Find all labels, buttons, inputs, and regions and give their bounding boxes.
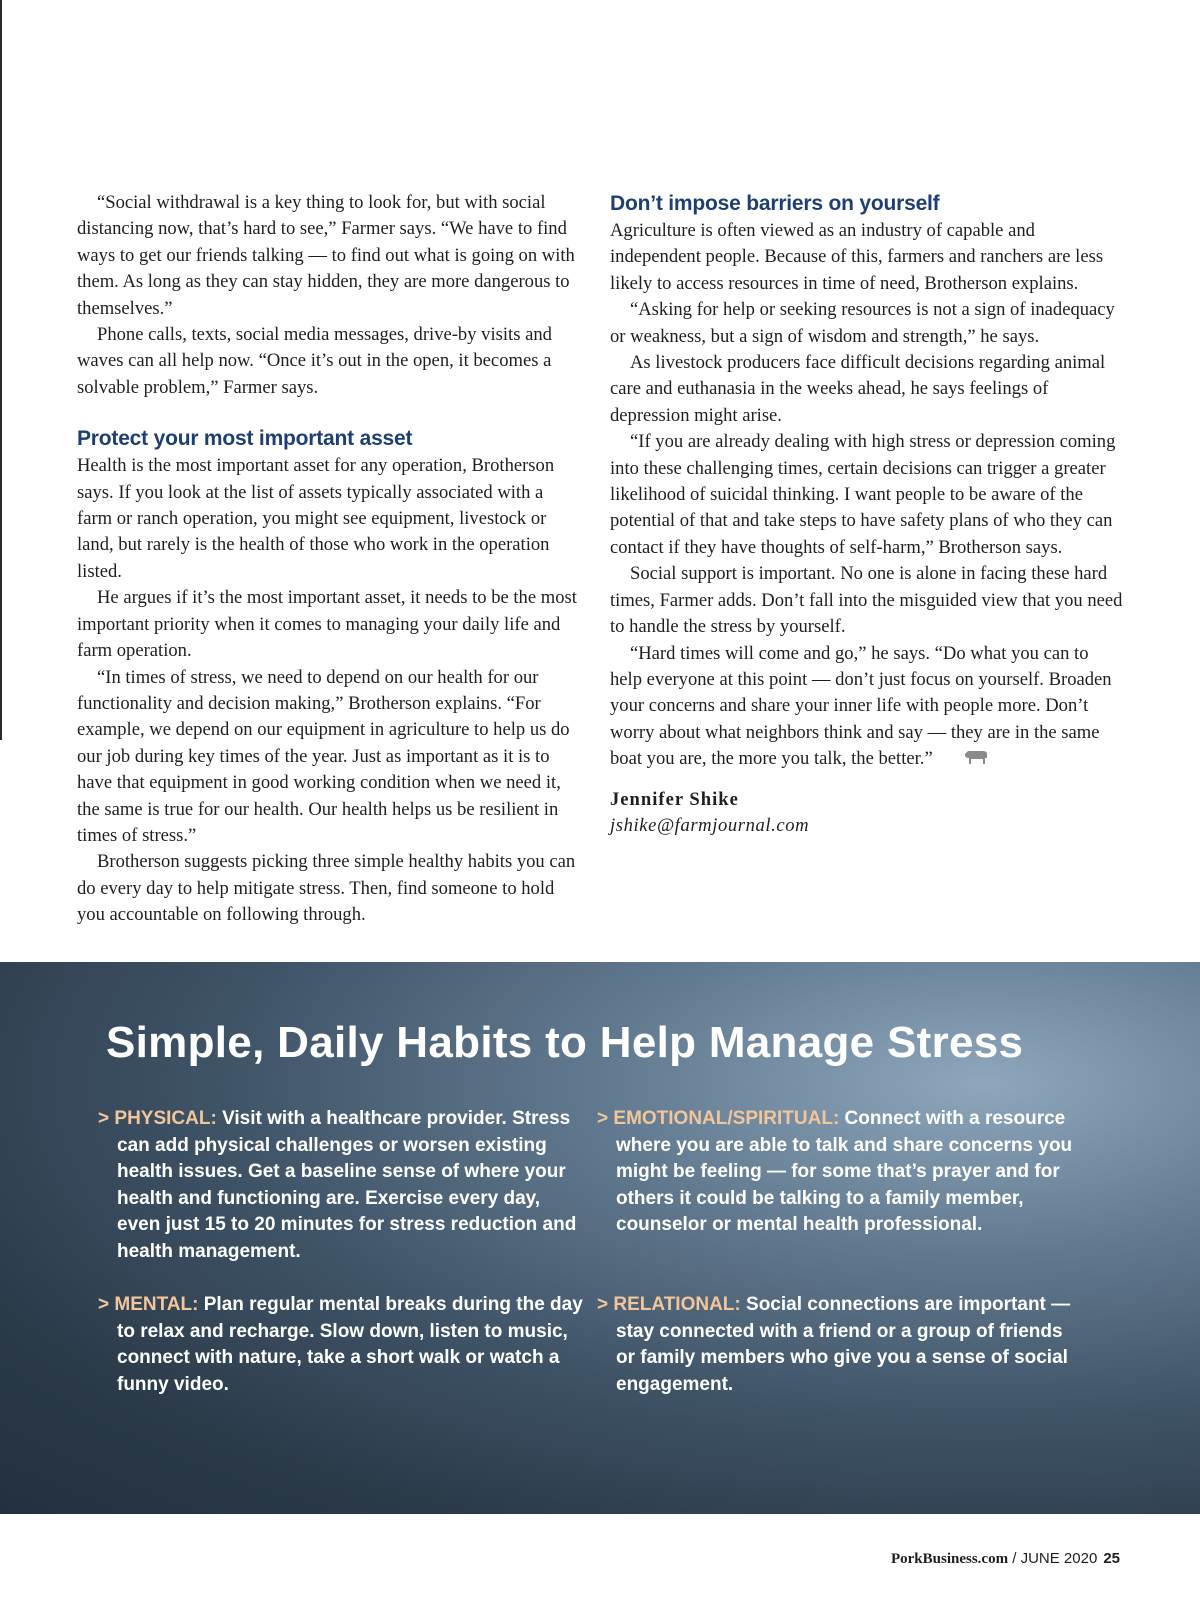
page-footer xyxy=(891,1550,1120,1568)
habit-text: Visit with a healthcare provider. Stress can add physical challenges or worsen existing health issues. Get a baseline sense of where your health and functioning are. Exercise every day, even just 15 to 20 minutes for stress reduction and health management. xyxy=(117,1108,577,1262)
stress-habits-sidebar xyxy=(0,962,1200,1514)
paragraph: As livestock producers face difficult decisions regarding animal care and euthanasia in the weeks ahead, he says feelings of depression might arise. xyxy=(610,352,1106,426)
habit-label: EMOTIONAL/SPIRITUAL: xyxy=(613,1108,840,1129)
habit-emotional-spiritual xyxy=(597,1106,1086,1239)
paragraph: Phone calls, texts, social media messages, drive-by visits and waves can all help now. “Once it’s out in the open, it becomes a solvable problem,” Farmer says. xyxy=(77,324,552,398)
paragraph: Social support is important. No one is alone in facing these hard times, Farmer adds. Don’t fall into the misguided view that you need to handle the stress by yourself. xyxy=(610,563,1123,638)
paragraph: “In times of stress, we need to depend on our health for our functionality and decision making,” Brotherson explains. “For example, we depend on our equipment in agriculture to help us do our job during key times of the year. Just as important as it is to have that equipment in good working condition when we need it, the same is true for our health. Our health helps us be resilient in times of stress.” xyxy=(77,666,570,846)
habit-label: PHYSICAL: xyxy=(114,1108,217,1129)
habit-mental xyxy=(98,1292,587,1398)
byline xyxy=(610,787,1125,840)
habit-text: Social connections are important — stay connected with a friend or a group of friends or family members who give you a sense of social engagement. xyxy=(616,1294,1071,1395)
habit-text: Plan regular mental breaks during the day to relax and recharge. Slow down, listen to music, connect with nature, take a short walk or watch a funny video. xyxy=(117,1294,583,1395)
paragraph: He argues if it’s the most important asset, it needs to be the most important priority when it comes to managing your daily life and farm operation. xyxy=(77,587,577,662)
paragraph-with-end-mark xyxy=(610,641,1125,774)
right-column xyxy=(610,190,1125,840)
paragraph: “Asking for help or seeking resources is not a sign of inadequacy or weakness, but a sign of wisdom and strength,” he says. xyxy=(610,299,1115,347)
left-column xyxy=(77,190,582,929)
section-heading: Protect your most important asset xyxy=(77,427,413,451)
section-heading: Don’t impose barriers on yourself xyxy=(610,192,940,215)
habit-physical xyxy=(98,1106,587,1266)
sidebar-title: Simple, Daily Habits to Help Manage Stress xyxy=(106,1018,1024,1067)
footer-date: JUNE 2020 xyxy=(1020,1550,1098,1567)
paragraph: Health is the most important asset for any operation, Brotherson says. If you look at the list of assets typically associated with a farm or ranch operation, you might see equipment, livestock or land, but rarely is the health of those who work in the operation listed. xyxy=(77,455,555,582)
footer-site: PorkBusiness.com xyxy=(890,1551,1009,1567)
paragraph: Brotherson suggests picking three simple healthy habits you can do every day to help mitigate stress. Then, find someone to hold you accountable on following through. xyxy=(77,851,576,926)
paragraph: “Social withdrawal is a key thing to look for, but with social distancing now, that’s hard to see,” Farmer says. “We have to find ways to get our friends talking — to find out what is going on with them. As long as they can stay hidden, they are more dangerous to themselves.” xyxy=(77,192,575,319)
cow-icon xyxy=(943,747,989,773)
habit-relational xyxy=(597,1292,1086,1398)
habit-text: Connect with a resource where you are able to talk and share concerns you might be feeling — for some that’s prayer and for others it could be talking to a family member, counselor or mental health professional. xyxy=(616,1108,1073,1236)
page-edge-rule xyxy=(0,0,2,740)
habit-label: RELATIONAL: xyxy=(613,1294,741,1315)
paragraph: “If you are already dealing with high stress or depression coming into these challenging times, certain decisions can trigger a greater likelihood of suicidal thinking. I want people to be aware of the potential of that and take steps to have safety plans of who they can contact if they have thoughts of self-harm,” Brotherson says. xyxy=(610,431,1116,558)
author-email[interactable]: jshike@farmjournal.com xyxy=(610,815,810,837)
habit-label: MENTAL: xyxy=(114,1294,199,1315)
footer-separator: / xyxy=(1008,1550,1021,1567)
author-name: Jennifer Shike xyxy=(610,789,739,811)
bullet-marker: > xyxy=(597,1108,609,1129)
page-number: 25 xyxy=(1103,1550,1120,1567)
paragraph-text: “Hard times will come and go,” he says. “Do what you can to help everyone at this point — don’t just focus on yourself. Broaden your concerns and share your inner life with people more. Don’t worry about what neighbors think and say — they are in the same boat you are, the more you talk, the better.” xyxy=(610,642,1112,770)
bullet-marker: > xyxy=(597,1294,609,1315)
paragraph: Agriculture is often viewed as an industry of capable and independent people. Because of this, farmers and ranchers are less likely to access resources in time of need, Brotherson explains. xyxy=(610,220,1104,294)
bullet-marker: > xyxy=(98,1108,110,1129)
bullet-marker: > xyxy=(98,1294,110,1315)
